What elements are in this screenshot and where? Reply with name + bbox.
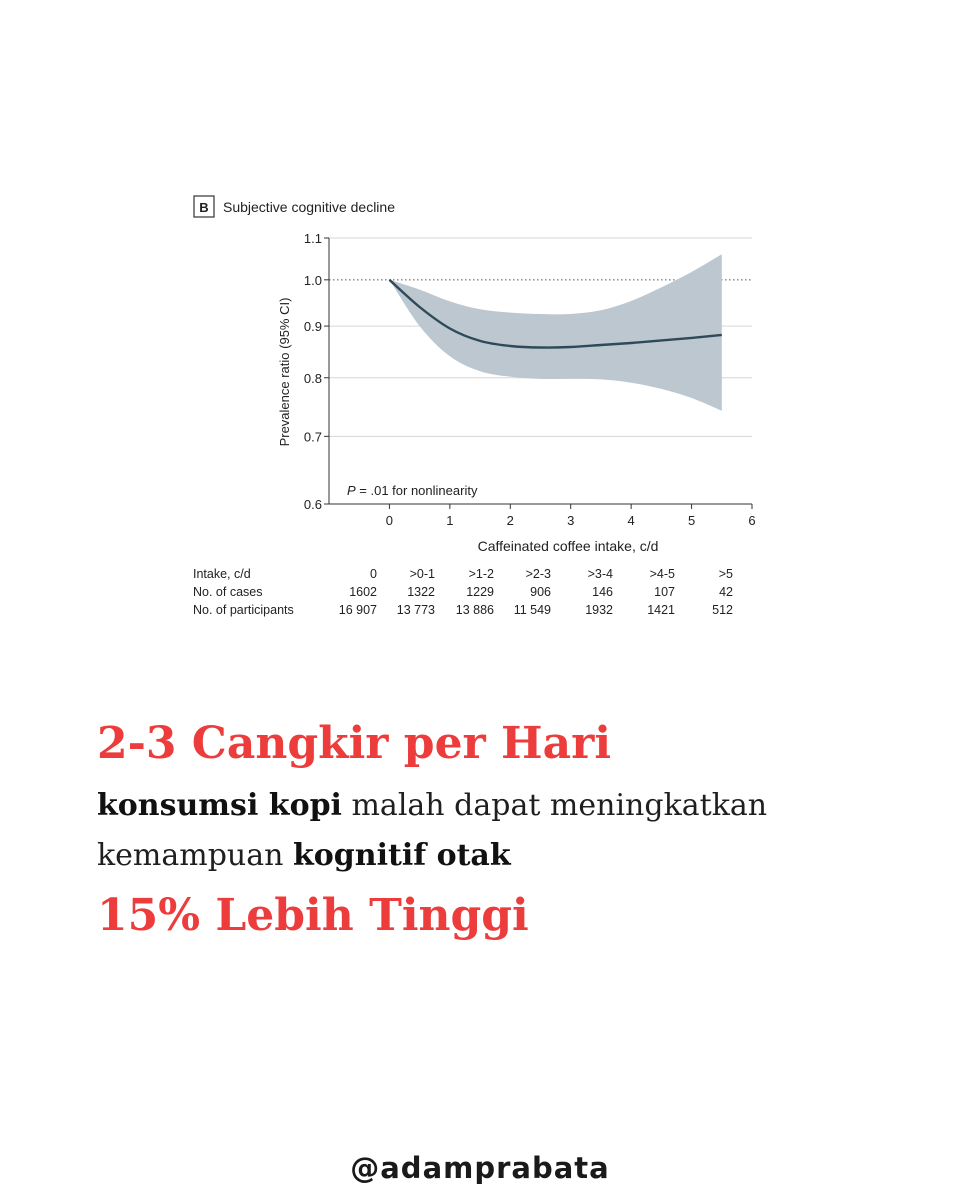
- y-tick-label: 0.6: [303, 497, 322, 512]
- chart-title: Subjective cognitive decline: [223, 199, 395, 215]
- body-line-1: [97, 788, 767, 823]
- table-cell: 1932: [585, 603, 613, 617]
- table-cell: 107: [654, 585, 675, 599]
- author-handle: @adamprabata: [350, 1151, 610, 1185]
- table-cell: 1322: [407, 585, 435, 599]
- p-text: = .01 for nonlinearity: [355, 483, 478, 498]
- table-cell: 13 886: [455, 603, 494, 617]
- nonlinearity-annotation: [347, 483, 478, 498]
- y-tick-label: 1.0: [303, 272, 322, 288]
- body-line-2: [97, 838, 511, 873]
- x-tick-label: 0: [385, 513, 394, 528]
- p-italic: P: [347, 483, 356, 498]
- body-start-2: kemampuan: [97, 838, 293, 873]
- body-bold-cognitive: kognitif otak: [292, 838, 511, 873]
- x-tick-label: 6: [748, 513, 756, 528]
- table-cell: 13 773: [396, 603, 435, 617]
- headline: 2-3 Cangkir per Hari: [97, 718, 612, 769]
- table-cell: >1-2: [468, 567, 494, 581]
- table-cell: >4-5: [649, 567, 675, 581]
- table-row-label: No. of participants: [193, 603, 294, 617]
- panel-label: B: [199, 200, 209, 215]
- highlight-text: 15% Lebih Tinggi: [97, 890, 529, 941]
- table-cell: >3-4: [587, 567, 613, 581]
- table-cell: 906: [530, 585, 551, 599]
- body-bold-coffee: konsumsi kopi: [97, 788, 342, 823]
- body-rest-1: malah dapat meningkatkan: [341, 788, 768, 823]
- y-tick-label: 1.1: [303, 231, 322, 246]
- x-tick-label: 4: [627, 513, 635, 528]
- x-tick-label: 3: [567, 513, 575, 528]
- table-cell: >0-1: [409, 567, 435, 581]
- table-row-label: No. of cases: [193, 585, 263, 599]
- x-tick-label: 1: [446, 513, 454, 528]
- x-tick-label: 5: [687, 513, 696, 528]
- confidence-band: [389, 254, 721, 410]
- y-tick-label: 0.8: [303, 370, 322, 386]
- y-tick-label: 0.9: [303, 319, 322, 335]
- table-cell: 512: [712, 603, 733, 617]
- y-axis-label: Prevalence ratio (95% CI): [277, 297, 292, 447]
- table-cell: >2-3: [525, 567, 551, 581]
- table-row-label: Intake, c/d: [193, 567, 251, 581]
- y-tick-label: 0.7: [303, 429, 322, 445]
- table-cell: 1229: [466, 585, 494, 599]
- table-cell: 42: [719, 585, 733, 599]
- table-cell: 11 549: [513, 603, 551, 617]
- table-cell: >5: [718, 567, 733, 581]
- table-cell: 1602: [349, 585, 377, 599]
- table-cell: 1421: [647, 603, 675, 617]
- x-axis-label: Caffeinated coffee intake, c/d: [477, 538, 659, 554]
- table-cell: 146: [592, 585, 613, 599]
- x-tick-label: 2: [506, 513, 514, 528]
- table-cell: 16 907: [338, 603, 377, 617]
- table-cell: 0: [370, 567, 377, 581]
